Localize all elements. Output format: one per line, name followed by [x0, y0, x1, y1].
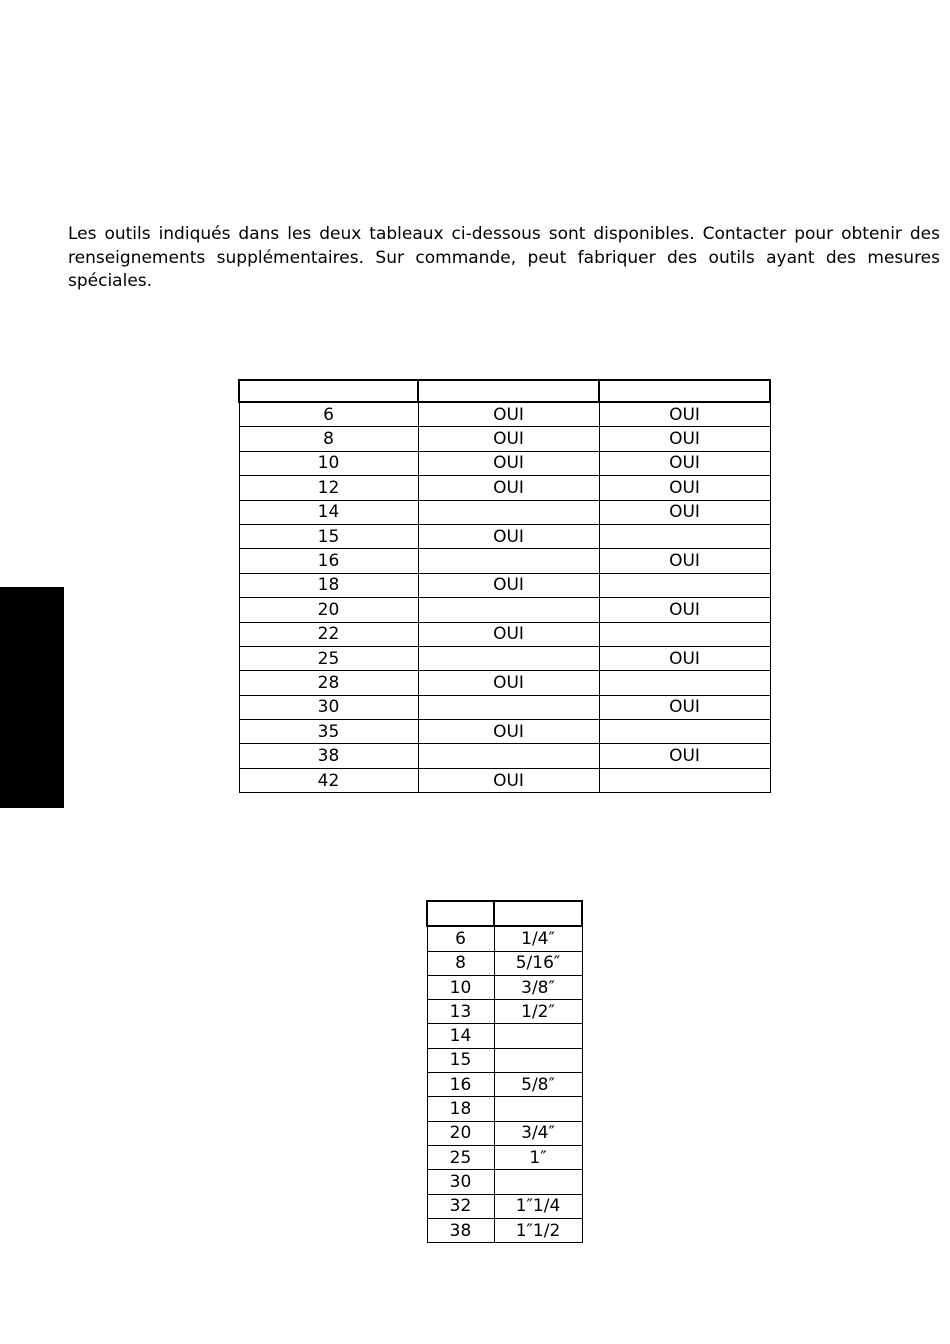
table-row	[239, 744, 770, 768]
table-cell: OUI	[418, 451, 599, 475]
table-cell: 25	[239, 646, 418, 670]
table-row	[427, 1218, 582, 1242]
table-cell: 1/2″	[494, 1000, 582, 1024]
table-cell: OUI	[599, 402, 770, 427]
table-row	[239, 402, 770, 427]
table-cell: OUI	[599, 451, 770, 475]
table-cell: 5/8″	[494, 1073, 582, 1097]
table-cell: 1″1/4	[494, 1194, 582, 1218]
table-cell: OUI	[418, 402, 599, 427]
table-cell: 28	[239, 671, 418, 695]
table-cell: OUI	[599, 598, 770, 622]
table-header-cell	[239, 380, 418, 402]
table-row	[239, 500, 770, 524]
table-row	[239, 671, 770, 695]
table-row	[427, 1145, 582, 1169]
table-cell: 15	[239, 524, 418, 548]
table-cell: 10	[427, 975, 494, 999]
table-row	[427, 1024, 582, 1048]
table-cell: 8	[239, 427, 418, 451]
table-cell: 30	[427, 1170, 494, 1194]
table-cell: OUI	[418, 622, 599, 646]
table-row	[239, 427, 770, 451]
table-row	[239, 573, 770, 597]
table-cell: OUI	[599, 500, 770, 524]
table-cell: 3/4″	[494, 1121, 582, 1145]
table-row	[427, 926, 582, 951]
table-cell: OUI	[599, 744, 770, 768]
table-cell: OUI	[599, 476, 770, 500]
table-cell: 1″	[494, 1145, 582, 1169]
table-cell	[418, 598, 599, 622]
table-row	[427, 1097, 582, 1121]
table-header-row	[239, 380, 770, 402]
table-cell	[418, 646, 599, 670]
table-cell: OUI	[599, 549, 770, 573]
table-cell: 42	[239, 768, 418, 792]
table-row	[239, 549, 770, 573]
table-row	[239, 646, 770, 670]
table-row	[239, 476, 770, 500]
table-cell: 35	[239, 720, 418, 744]
table-cell: OUI	[599, 646, 770, 670]
table-header-cell	[599, 380, 770, 402]
table-cell	[418, 695, 599, 719]
table-cell: OUI	[418, 671, 599, 695]
table-row	[239, 598, 770, 622]
table-cell	[418, 744, 599, 768]
table-cell: 5/16″	[494, 951, 582, 975]
table-cell: OUI	[418, 768, 599, 792]
table-row	[239, 695, 770, 719]
table-cell	[418, 549, 599, 573]
table-cell: 8	[427, 951, 494, 975]
table-row	[239, 622, 770, 646]
table-cell: 14	[239, 500, 418, 524]
table-row	[427, 1000, 582, 1024]
table-row	[239, 720, 770, 744]
tools-availability-table	[238, 379, 771, 793]
table-cell: 22	[239, 622, 418, 646]
metric-inch-conversion-table	[426, 900, 583, 1243]
table-cell: 30	[239, 695, 418, 719]
table-row	[427, 1170, 582, 1194]
table-cell: OUI	[599, 427, 770, 451]
table-cell	[599, 671, 770, 695]
table-cell: 18	[239, 573, 418, 597]
table-cell: 1/4″	[494, 926, 582, 951]
table-cell	[599, 720, 770, 744]
table-cell	[599, 573, 770, 597]
table-row	[239, 524, 770, 548]
table-cell: 20	[239, 598, 418, 622]
table-cell: OUI	[418, 427, 599, 451]
table-cell: 15	[427, 1048, 494, 1072]
table-header-cell	[427, 901, 494, 926]
table-row	[239, 451, 770, 475]
table-cell	[494, 1048, 582, 1072]
table-row	[239, 768, 770, 792]
table-header-cell	[494, 901, 582, 926]
table-cell: OUI	[418, 573, 599, 597]
side-section-tab	[0, 587, 64, 808]
table-cell: 6	[427, 926, 494, 951]
table-cell: 16	[427, 1073, 494, 1097]
table-cell: OUI	[418, 476, 599, 500]
table-cell: OUI	[599, 695, 770, 719]
table-cell: 20	[427, 1121, 494, 1145]
table-cell	[494, 1024, 582, 1048]
table-header-row	[427, 901, 582, 926]
table-cell: 1″1/2	[494, 1218, 582, 1242]
table-cell	[599, 622, 770, 646]
table-cell: 12	[239, 476, 418, 500]
intro-paragraph: Les outils indiqués dans les deux tableaux ci-dessous sont disponibles. Contacter pour obtenir des renseignements supplémentaires. Sur commande, peut fabriquer des outils ayant des mesures spéciales.	[68, 224, 940, 291]
table-cell	[418, 500, 599, 524]
table-row	[427, 1073, 582, 1097]
table-row	[427, 1194, 582, 1218]
table-cell	[494, 1170, 582, 1194]
table-cell: 18	[427, 1097, 494, 1121]
table-cell: 13	[427, 1000, 494, 1024]
table-header-cell	[418, 380, 599, 402]
table-cell: 14	[427, 1024, 494, 1048]
table-cell: 38	[239, 744, 418, 768]
table-row	[427, 1121, 582, 1145]
table-cell: 25	[427, 1145, 494, 1169]
table-cell	[599, 768, 770, 792]
table-cell: 10	[239, 451, 418, 475]
table-row	[427, 1048, 582, 1072]
table-row	[427, 975, 582, 999]
table-cell: 32	[427, 1194, 494, 1218]
table-cell: OUI	[418, 524, 599, 548]
table-cell: 3/8″	[494, 975, 582, 999]
table-cell	[599, 524, 770, 548]
table-cell: 38	[427, 1218, 494, 1242]
table-row	[427, 951, 582, 975]
table-cell: 6	[239, 402, 418, 427]
table-cell: OUI	[418, 720, 599, 744]
table-cell: 16	[239, 549, 418, 573]
table-cell	[494, 1097, 582, 1121]
